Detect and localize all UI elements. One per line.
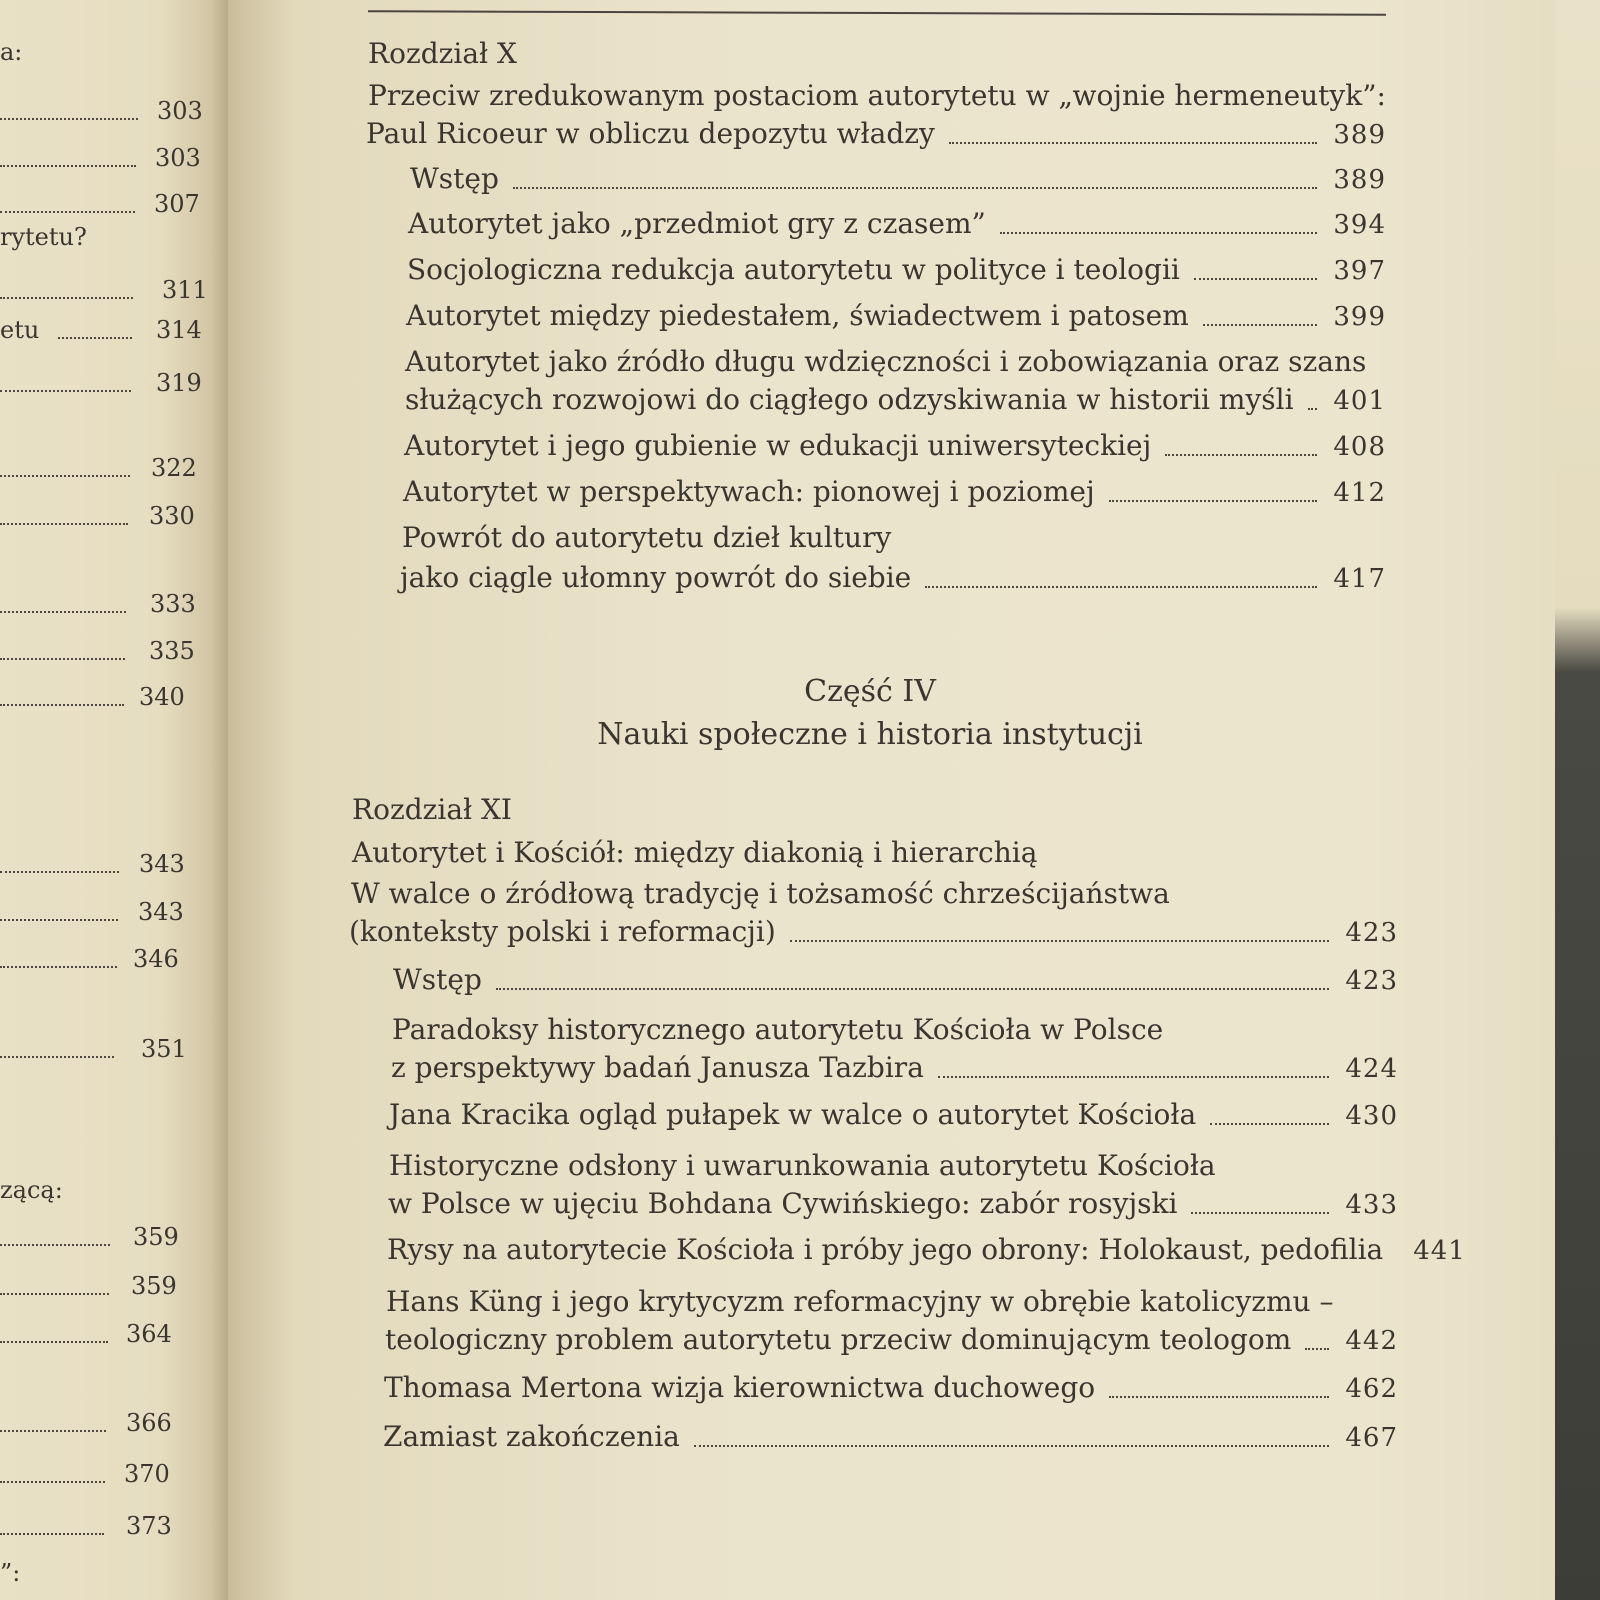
chapter-xi-title-line3: (konteksty polski i reformacji) [349,915,776,948]
dot-leader [58,309,132,339]
left-toc-row [0,368,200,398]
toc-entry [391,1050,1398,1090]
left-fragment-text: rytetu? [0,223,87,251]
page-number: 441 [1413,1236,1466,1266]
toc-entry-title: Socjologiczna redukcja autorytetu w polityce i teologii [407,253,1180,286]
dot-leader [0,183,135,213]
dot-leader [0,1313,108,1343]
left-toc-row [0,1459,200,1489]
toc-entry [383,1419,1398,1459]
dot-leader [0,1402,106,1432]
chapter-x-label: Rozdział X [368,37,517,70]
page-number: 319 [156,369,202,397]
left-toc-row [0,682,200,712]
chapter-x-title-line2: Paul Ricoeur w obliczu depozytu władzy [366,117,935,150]
toc-entry-title: Autorytet między piedestałem, świadectwem i patosem [406,299,1189,332]
page-number: 343 [138,898,184,926]
toc-entry [393,962,1398,1002]
page-number: 311 [162,276,208,304]
page-number: 370 [124,1460,170,1488]
dot-leader [1109,498,1318,502]
left-fragment-text: a: [0,38,23,66]
chapter-xi-title-line1: Autorytet i Kościół: między diakonią i hierarchią [352,836,1038,869]
dot-leader [925,584,1317,588]
dot-leader [1203,322,1318,326]
dot-leader [1194,276,1318,280]
left-toc-row [0,1511,200,1541]
left-toc-row [0,453,200,483]
toc-entry-title: z perspektywy badań Janusza Tazbira [391,1051,924,1084]
toc-entry-title: Autorytet i jego gubienie w edukacji uniwersyteckiej [404,429,1152,462]
page-number: 442 [1345,1326,1398,1356]
page-number: 373 [126,1512,172,1540]
left-toc-row [0,944,200,974]
page-number: 340 [139,683,185,711]
left-fragment-text: zącą: [0,1176,63,1204]
page-number: 401 [1333,386,1386,416]
dot-leader [1191,1210,1329,1214]
toc-entry [405,382,1386,422]
book-edge [1555,0,1600,1600]
left-toc-row [0,897,200,927]
page-number: 366 [126,1409,172,1437]
dot-leader [496,986,1329,990]
left-toc-row [0,1222,200,1252]
toc-entry-title: Zamiast zakończenia [383,1420,680,1453]
left-toc-row [0,315,200,345]
left-toc-row [0,1319,200,1349]
toc-entry [410,161,1386,201]
chapter-xi-title-line2: W walce o źródłową tradycję i tożsamość chrześcijaństwa [351,877,1170,910]
toc-entry-title-line1: Powrót do autorytetu dzieł kultury [402,521,892,554]
left-toc-row [0,1271,200,1301]
part-iv-label: Część IV [804,674,936,709]
part-iv-title: Nauki społeczne i historia instytucji [597,717,1143,752]
left-toc-row [0,589,200,619]
dot-leader [0,362,131,392]
left-toc-row [0,1408,200,1438]
dot-leader [0,90,138,120]
page-number: 423 [1345,966,1398,996]
page-number: 394 [1333,210,1386,240]
dot-leader [0,447,130,477]
page-number: 389 [1333,120,1386,150]
dot-leader [949,140,1318,144]
dot-leader [1308,406,1318,410]
left-fragment [0,37,200,67]
toc-entry [400,560,1386,600]
page-number: 462 [1345,1374,1398,1404]
dot-leader [0,891,118,921]
toc-entry [408,206,1386,246]
toc-entry-title: w Polsce w ujęciu Bohdana Cywińskiego: zabór rosyjski [388,1187,1178,1220]
toc-entry-title: Autorytet w perspektywach: pionowej i poziomej [403,475,1095,508]
toc-entry-title: służących rozwojowi do ciągłego odzyskiwania w historii myśli [405,383,1294,416]
left-toc-row [0,636,200,666]
page-number: 412 [1333,478,1386,508]
page-number: 303 [155,144,201,172]
page-number: 467 [1345,1423,1398,1453]
left-toc-row [0,275,208,305]
toc-entry [389,1097,1398,1137]
left-toc-row [0,143,200,173]
chapter-x-title-entry [366,116,1386,156]
left-toc-row [0,501,200,531]
dot-leader [0,583,126,613]
dot-leader [1165,452,1317,456]
page-number: 399 [1333,302,1386,332]
toc-entry [403,474,1386,514]
dot-leader [1000,230,1318,234]
dot-leader [0,495,128,525]
toc-entry [406,298,1386,338]
left-toc-row [0,189,200,219]
chapter-xi-title-entry [349,914,1398,954]
chapter-x-title-line1: Przeciw zredukowanym postaciom autorytetu w „wojnie hermeneutyk”: [368,79,1386,112]
page-number: 314 [156,316,202,344]
toc-entry-title: Autorytet jako „przedmiot gry z czasem” [408,207,986,240]
dot-leader [694,1443,1330,1447]
page-number: 359 [133,1223,179,1251]
toc-entry-title: jako ciągle ułomny powrót do siebie [400,561,912,594]
dot-leader [1109,1394,1329,1398]
toc-entry [387,1232,1466,1272]
toc-entry-title-line1: Historyczne odsłony i uwarunkowania autorytetu Kościoła [389,1149,1216,1182]
left-toc-row [0,849,200,879]
left-toc-row [0,1034,200,1064]
page-number: 351 [141,1035,187,1063]
page-number: 397 [1333,256,1386,286]
dot-leader [1305,1346,1329,1350]
toc-entry-title: Thomasa Mertona wizja kierownictwa duchowego [384,1371,1096,1404]
page-number: 417 [1333,564,1386,594]
chapter-xi-label: Rozdział XI [352,793,512,826]
page-number: 322 [151,454,197,482]
page-number: 346 [133,945,179,973]
toc-entry [385,1322,1398,1362]
dot-leader [0,1028,114,1058]
dot-leader [0,1505,104,1535]
toc-entry-title: Wstęp [393,963,482,996]
dot-leader [0,630,125,660]
dot-leader [938,1074,1329,1078]
page-number: 423 [1345,918,1398,948]
toc-entry-title-line1: Autorytet jako źródło długu wdzięczności i zobowiązania oraz szans [405,345,1367,378]
page-number: 433 [1345,1190,1398,1220]
page-number: 330 [149,502,195,530]
left-toc-row [0,96,203,126]
dot-leader [790,938,1330,942]
left-fragment-text: etu [0,316,40,344]
dot-leader [0,1453,105,1483]
left-fragment [0,1175,200,1205]
page-number: 303 [157,97,203,125]
page-number: 359 [131,1272,177,1300]
toc-entry-title: Rysy na autorytecie Kościoła i próby jego obrony: Holokaust, pedofilia [387,1233,1384,1266]
dot-leader [0,676,124,706]
toc-entry-title-line1: Paradoksy historycznego autorytetu Kościoła w Polsce [392,1013,1164,1046]
page-number: 364 [126,1320,172,1348]
page-number: 307 [154,190,200,218]
dot-leader [513,185,1317,189]
page-number: 424 [1345,1054,1398,1084]
left-fragment [0,1558,200,1588]
dot-leader [0,843,119,873]
dot-leader [1210,1121,1329,1125]
toc-entry [407,252,1386,292]
page-number: 430 [1345,1101,1398,1131]
page-number: 343 [139,850,185,878]
page-number: 389 [1333,165,1386,195]
dot-leader [0,137,136,167]
toc-entry [404,428,1386,468]
toc-entry-title: Jana Kracika ogląd pułapek w walce o autorytet Kościoła [389,1098,1197,1131]
dot-leader [0,1216,110,1246]
left-fragment-text: ”: [0,1559,21,1587]
page-number: 335 [149,637,195,665]
left-page [0,0,228,1600]
left-fragment [0,222,200,252]
toc-entry-title: Wstęp [410,162,499,195]
toc-entry [384,1370,1398,1410]
toc-entry-title: teologiczny problem autorytetu przeciw dominującym teologom [385,1323,1292,1356]
toc-entry-title-line1: Hans Küng i jego krytycyzm reformacyjny w obrębie katolicyzmu – [386,1285,1334,1318]
dot-leader [0,1265,109,1295]
dot-leader [0,938,117,968]
page-number: 333 [150,590,196,618]
dot-leader [0,269,133,299]
page-number: 408 [1333,432,1386,462]
toc-entry [388,1186,1398,1226]
